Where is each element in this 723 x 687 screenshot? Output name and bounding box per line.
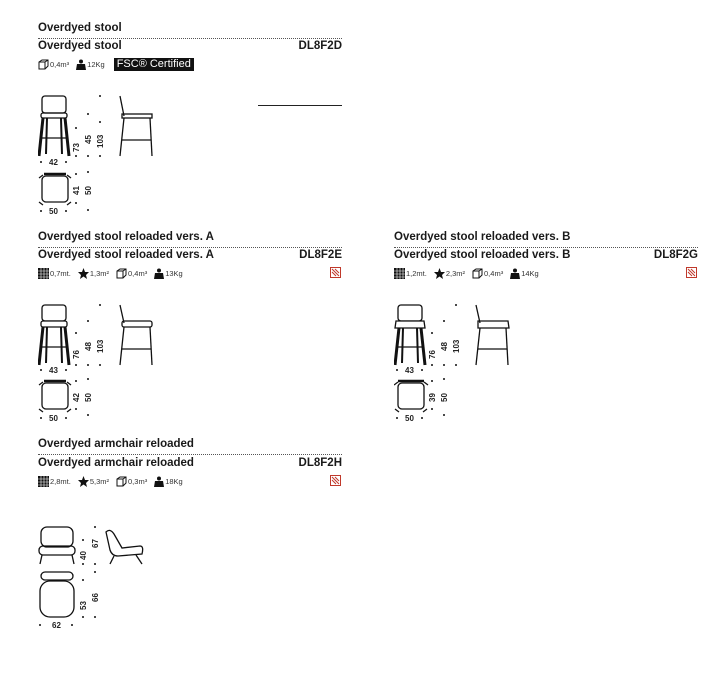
- dotted-divider: [38, 247, 342, 248]
- volume-box-icon: [116, 268, 127, 279]
- dim-height: 76: [428, 350, 437, 359]
- dotted-divider: [394, 247, 698, 248]
- side-view: [106, 530, 143, 564]
- spec-volume: 0,4m³: [472, 268, 503, 279]
- armchair-technical-drawings: [38, 524, 168, 634]
- category-title: Overdyed stool reloaded vers. A: [38, 231, 214, 243]
- dotted-divider: [38, 38, 342, 39]
- front-view: [39, 527, 75, 564]
- spec-fabric: 0,7mt.: [38, 268, 71, 279]
- dimension-markers: [40, 304, 101, 371]
- weight-icon: [154, 476, 164, 487]
- volume-box-icon: [38, 59, 49, 70]
- spec-volume: 0,4m³: [116, 268, 147, 279]
- category-title: Overdyed armchair reloaded: [38, 438, 194, 450]
- product-name: Overdyed stool reloaded vers. A: [38, 249, 214, 261]
- front-view: [39, 96, 69, 156]
- dim-depth: 42: [72, 393, 81, 402]
- spec-weight: 13Kg: [154, 268, 183, 279]
- dim-height: 76: [72, 350, 81, 359]
- separator-line: [258, 105, 342, 106]
- category-title: Overdyed stool reloaded vers. B: [394, 231, 571, 243]
- dim-seat-depth: 66: [91, 593, 100, 602]
- spec-row: [38, 476, 190, 487]
- fsc-certified-badge: FSC® Certified: [114, 58, 194, 71]
- spec-fabric: 2,8mt.: [38, 476, 71, 487]
- stool-technical-drawings: [38, 301, 168, 426]
- dim-depth: 39: [428, 393, 437, 402]
- dim-total-height: 103: [96, 339, 105, 353]
- dim-total-height: 67: [91, 539, 100, 548]
- spec-row: [38, 58, 194, 71]
- product-name: Overdyed stool: [38, 40, 122, 52]
- leather-icon: [78, 268, 89, 279]
- spec-leather: 2,3m²: [434, 268, 465, 279]
- dim-seat-depth: 50: [440, 393, 449, 402]
- plan-view: [394, 381, 428, 412]
- dim-plan-width: 50: [49, 414, 58, 423]
- spec-leather: 5,3m²: [78, 476, 109, 487]
- certification-icon: [686, 267, 697, 278]
- product-stool-reloaded-a: [38, 231, 342, 426]
- dim-depth: 41: [72, 186, 81, 195]
- dim-seat-depth: 50: [84, 393, 93, 402]
- certification-icon: [330, 267, 341, 278]
- side-view: [120, 96, 152, 156]
- category-title: Overdyed stool: [38, 22, 122, 34]
- dimension-markers: [40, 95, 101, 163]
- product-name: Overdyed stool reloaded vers. B: [394, 249, 571, 261]
- spec-row: [394, 268, 546, 279]
- leather-icon: [78, 476, 89, 487]
- spec-weight: 18Kg: [154, 476, 183, 487]
- volume-box-icon: [116, 476, 127, 487]
- stool-technical-drawings: [394, 301, 524, 426]
- weight-icon: [76, 59, 86, 70]
- product-code: DL8F2D: [298, 40, 342, 52]
- dim-height: 73: [72, 143, 81, 152]
- plan-dimension-markers: [396, 378, 445, 419]
- dim-seat-height: 45: [84, 135, 93, 144]
- product-code: DL8F2G: [653, 249, 698, 261]
- spec-leather: 1,3m²: [78, 268, 109, 279]
- volume-box-icon: [472, 268, 483, 279]
- side-view: [120, 305, 152, 365]
- dim-seat-height: 40: [79, 551, 88, 560]
- dim-plan-width: 62: [52, 621, 61, 630]
- product-armchair-reloaded: [38, 438, 342, 633]
- weight-icon: [154, 268, 164, 279]
- dim-width: 43: [405, 366, 414, 375]
- dim-seat-height: 48: [440, 342, 449, 351]
- front-view: [39, 305, 69, 365]
- product-name: Overdyed armchair reloaded: [38, 457, 194, 469]
- fabric-icon: [38, 476, 49, 487]
- plan-view: [39, 174, 71, 205]
- spec-volume: 0,4m³: [38, 59, 69, 70]
- dim-total-height: 103: [96, 134, 105, 148]
- dim-plan-width: 50: [405, 414, 414, 423]
- plan-dimension-markers: [39, 571, 96, 626]
- dim-plan-width: 50: [49, 207, 58, 216]
- weight-icon: [510, 268, 520, 279]
- dimension-markers: [396, 304, 457, 371]
- dim-depth: 53: [79, 601, 88, 610]
- dim-width: 42: [49, 158, 58, 167]
- product-code: DL8F2H: [298, 457, 342, 469]
- dim-total-height: 103: [452, 339, 461, 353]
- fabric-icon: [394, 268, 405, 279]
- side-view: [476, 305, 509, 365]
- plan-view: [39, 381, 71, 412]
- spec-fabric: 1,2mt.: [394, 268, 427, 279]
- dim-width: 43: [49, 366, 58, 375]
- dotted-divider: [38, 454, 342, 455]
- plan-view: [40, 572, 74, 617]
- leather-icon: [434, 268, 445, 279]
- plan-dimension-markers: [40, 171, 89, 212]
- spec-volume: 0,3m³: [116, 476, 147, 487]
- product-overdyed-stool: [38, 22, 342, 222]
- certification-icon: [330, 475, 341, 486]
- stool-technical-drawings: [38, 92, 168, 222]
- spec-weight: 12Kg: [76, 59, 105, 70]
- front-view: [395, 305, 425, 365]
- product-stool-reloaded-b: [394, 231, 698, 426]
- plan-dimension-markers: [40, 378, 89, 419]
- fabric-icon: [38, 268, 49, 279]
- spec-weight: 14Kg: [510, 268, 539, 279]
- dim-seat-height: 48: [84, 342, 93, 351]
- dim-seat-depth: 50: [84, 186, 93, 195]
- spec-row: [38, 268, 190, 279]
- product-code: DL8F2E: [299, 249, 342, 261]
